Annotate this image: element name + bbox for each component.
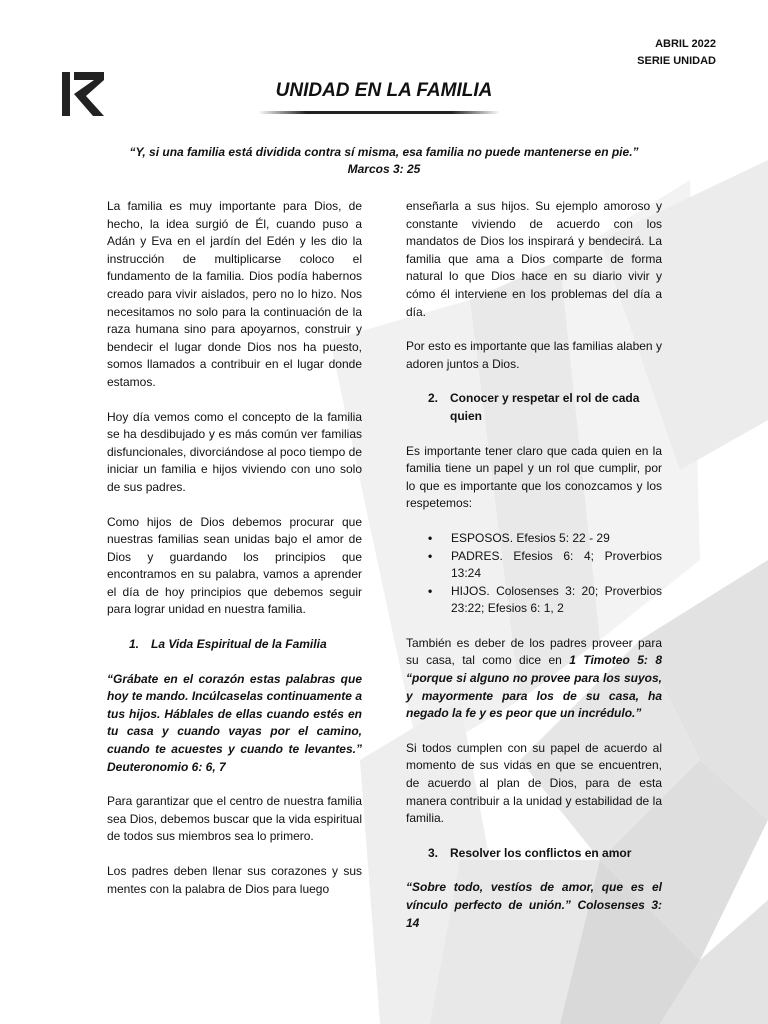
paragraph-provision xyxy=(406,635,662,723)
list-item xyxy=(406,530,662,548)
list-item xyxy=(406,583,662,618)
paragraph: Si todos cumplen con su papel de acuerdo al momento de sus vidas en que se encuentren, de acuerdo al plan de Dios, para de esta manera contribuir a la unidad y estabilidad de la familia. xyxy=(406,740,662,826)
header-meta xyxy=(637,36,716,70)
bullet-icon: • xyxy=(428,548,433,563)
right-column xyxy=(406,198,662,949)
title-underline xyxy=(258,111,500,114)
epigraph xyxy=(110,144,658,178)
paragraph: La familia es muy importante para Dios, de hecho, la idea surgió de Él, cuando puso a Adán y Eva en el jardín del Edén y les dio la instrucción de multiplicarse coloco el fundamento de la familia. Dios podía habernos creado para vivir aislados, pero no lo hizo. Nos necesitamos no solo para la continuación de la raza humana sino para apoyarnos, construir y bendecir el lugar donde Dios nos ha puesto, somos llamados a contribuir en el lugar donde estamos. xyxy=(107,199,362,389)
bullet-icon: • xyxy=(428,583,433,598)
scripture-quote: “porque si alguno no provee para los suyos, y mayormente para los de su casa, ha negado la fe y es peor que un incrédulo.” xyxy=(406,671,662,721)
section-title: Conocer y respetar el rol de cada quien xyxy=(450,391,640,423)
left-column xyxy=(107,198,362,915)
bullet-icon: • xyxy=(428,530,433,545)
paragraph: Hoy día vemos como el concepto de la familia se ha desdibujado y es más común ver familias disfuncionales, divorciándose al poco tiempo de iniciar un familia e hijos viviendo con uno solo de sus padres. xyxy=(107,409,362,494)
paragraph: Es importante tener claro que cada quien en la familia tiene un papel y un rol que cumplir, por lo que es importante que los conozcamos y los respetemos: xyxy=(406,443,662,511)
section-title: Resolver los conflictos en amor xyxy=(450,845,632,860)
list-item-text: ESPOSOS. Efesios 5: 22 - 29 xyxy=(451,530,610,545)
paragraph: Como hijos de Dios debemos procurar que nuestras familias sean unidas bajo el amor de Dios y guardando los principios que encontramos en su palabra, vamos a aprender el día de hoy principios que debemos seguir para lograr unidad en nuestra familia. xyxy=(107,514,362,617)
roles-list xyxy=(406,530,662,618)
epigraph-reference: Marcos 3: 25 xyxy=(347,162,421,176)
page-title: UNIDAD EN LA FAMILIA xyxy=(275,80,493,101)
list-item xyxy=(406,548,662,583)
section-number: 1. xyxy=(129,637,140,652)
section-heading-3 xyxy=(406,845,662,863)
section-title: La Vida Espiritual de la Familia xyxy=(151,637,327,652)
section-number: 2. xyxy=(428,391,439,406)
paragraph: enseñarla a sus hijos. Su ejemplo amoroso y constante viviendo de acuerdo con los mandatos de Dios los inspirará y bendecirá. La familia que ama a Dios comparte de forma natural lo que Dios hace en su diario vivir y cómo él interviene en los problemas del día a día. xyxy=(406,199,662,319)
paragraph-intro: También es deber de los padres proveer para su casa, tal como dice en xyxy=(406,635,662,668)
scripture-reference: 1 Timoteo 5: 8 xyxy=(569,653,662,668)
section-heading-1 xyxy=(107,636,362,654)
section-number: 3. xyxy=(428,845,439,860)
paragraph: Por esto es importante que las familias alaben y adoren juntos a Dios. xyxy=(406,339,662,371)
scripture-quote: “Sobre todo, vestíos de amor, que es el vínculo perfecto de unión.” Colosenses 3: 14 xyxy=(406,880,662,930)
list-item-text: HIJOS. Colosenses 3: 20; Proverbios 23:22; Efesios 6: 1, 2 xyxy=(451,583,662,616)
header-date: ABRIL 2022 xyxy=(655,38,716,50)
scripture-quote: “Grábate en el corazón estas palabras que hoy te mando. Incúlcaselas continuamente a tus hijos. Háblales de ellas cuando estés en tu casa y cuando vayas por el camino, cuando te acuestes y cuando te levantes.” Deuteronomio 6: 6, 7 xyxy=(107,671,362,774)
list-item-text: PADRES. Efesios 6: 4; Proverbios 13:24 xyxy=(451,548,662,581)
paragraph: Para garantizar que el centro de nuestra familia sea Dios, debemos buscar que la vida espiritual de todos sus miembros sea lo primero. xyxy=(107,794,362,844)
epigraph-quote: “Y, si una familia está dividida contra sí misma, esa familia no puede mantenerse en pie.” xyxy=(129,145,639,159)
paragraph: Los padres deben llenar sus corazones y sus mentes con la palabra de Dios para luego xyxy=(107,864,362,896)
section-heading-2 xyxy=(406,390,662,425)
header-series: SERIE UNIDAD xyxy=(637,55,716,67)
